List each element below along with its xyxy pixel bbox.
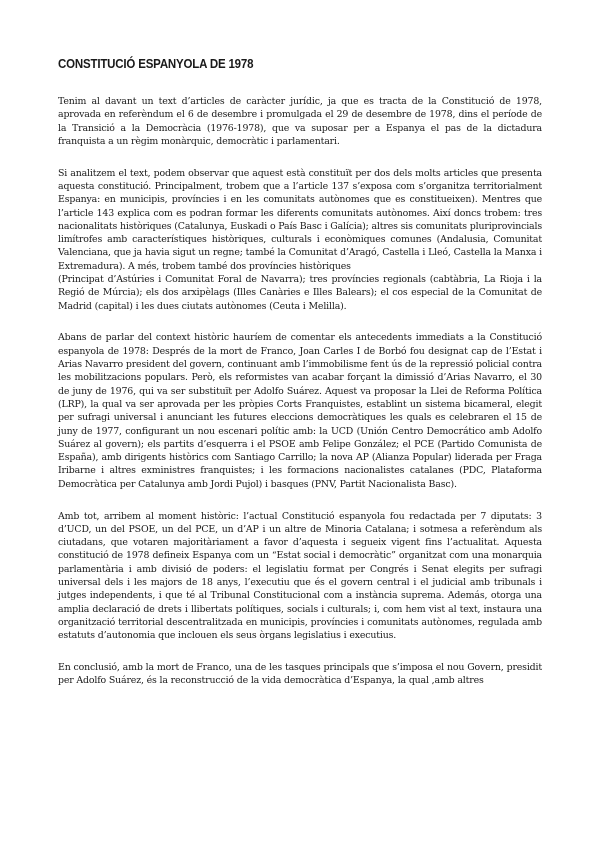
paragraph-conclusion: En conclusió, amb la mort de Franco, una de les tasques principals que s’imposa el nou Govern, presidit per Adolfo Suárez, és la reconstrucció de la vida democràtica d’Espanya, la qual ,amb altres — [58, 661, 542, 687]
paragraph-constitution: Amb tot, arribem al moment històric: l’actual Constitució espanyola fou redactada per 7 diputats: 3 d’UCD, un del PSOE, un del PCE, un d’AP i un altre de Minoria Catalana; i sotmesa a referèndum als ciutadans, que votaren majoritàriament a favor d’aquesta i segueix vigent fins l’actualitat. Aquesta constitució de 1978 defineix Espanya com un “Estat social i democràtic” organitzat com una monarquia parlamentària i amb divisió de poders: el legislatiu format per Congrés i Senat elegits per sufragi universal dels i les majors de 18 anys, l’executiu que és el govern central i el judicial amb tribunals i jutges independents, i que té al Tribunal Constitucional com a instància suprema. Además, otorga una amplia declaració de drets i llibertats polítiques, socials i culturals; i, com hem vist al text, instaura una organització territorial descentralitzada en municipis, províncies i comunitats autònomes, regulada amb estatuts d’autonomia que inclouen els seus òrgans legislatius i executius. — [58, 510, 542, 642]
document-page — [58, 56, 542, 706]
paragraph-historical-context: Abans de parlar del context històric hauríem de comentar els antecedents immediats a la Constitució espanyola de 1978: Després de la mort de Franco, Joan Carles I de Borbó fou designat cap de l’Estat i Arias Navarro president del govern, continuant amb l’immobilisme fent ús de la repressió policial contra les mobilitzacions populars. Però, els reformistes van acabar forçant la dimissió d’Arias Navarro, el 30 de juny de 1976, qui va ser substituït per Adolfo Suárez. Aquest va proposar la Llei de Reforma Política (LRP), la qual va ser aprovada per les pròpies Corts Franquistes, establint un sistema bicameral, elegit per sufragi universal i anunciant les futures eleccions democràtiques les quals es celebraren el 15 de juny de 1977, configurant un nou escenari polític amb: la UCD (Unión Centro Democrático amb Adolfo Suárez al govern); els partits d’esquerra i el PSOE amb Felipe González; el PCE (Partido Comunista de España), amb dirigents històrics com Santiago Carrillo; la nova AP (Alianza Popular) liderada per Fraga Iribarne i altres exministres franquistes; i les formacions nacionalistes catalanes (PDC, Plataforma Democràtica per Catalunya amb Jordi Pujol) i basques (PNV, Partit Nacionalista Basc). — [58, 332, 542, 490]
document-body — [58, 95, 542, 688]
paragraph-analysis-continued: (Principat d’Astúries i Comunitat Foral de Navarra); tres províncies regionals (cabtàbria, La Rioja i la Regió de Múrcia); els dos arxipèlags (Illes Canàries e Illes Balears); el cos especial de la Comunitat de Madrid (capital) i les dues ciutats autònomes (Ceuta i Melilla). — [58, 274, 542, 312]
paragraph-analysis: Si analitzem el text, podem observar que aquest està constituït per dos dels molts articles que presenta aquesta constitució. Principalment, trobem que a l’article 137 s’exposa com s’organitza territorialment Espanya: en municipis, províncies i en les comunitats autònomes que es constitueixen). Mentres que l’article 143 explica com es podran formar les diferents comunitats autònomes. Així doncs trobem: tres nacionalitats històriques (Catalunya, Euskadi o País Basc i Galícia); altres sis comunitats pluriprovincials limítrofes amb característiques històriques, culturals i econòmiques comunes (Andalusia, Comunitat Valenciana, que ja havia sigut un regne; també la Comunitat d’Aragó, Castella i Lleó, Castella la Manxa i Extremadura). A més, trobem també dos províncies històriques — [58, 167, 542, 272]
document-title: CONSTITUCIÓ ESPANYOLA DE 1978 — [58, 57, 254, 71]
paragraph-introduction: Tenim al davant un text d’articles de caràcter jurídic, ja que es tracta de la Constitució de 1978, aprovada en referèndum el 6 de desembre i promulgada el 29 de desembre de 1978, dins el període de la Transició a la Democràcia (1976-1978), que va suposar per a Espanya el pas de la dictadura franquista a un règim monàrquic, democràtic i parlamentari. — [58, 96, 542, 147]
